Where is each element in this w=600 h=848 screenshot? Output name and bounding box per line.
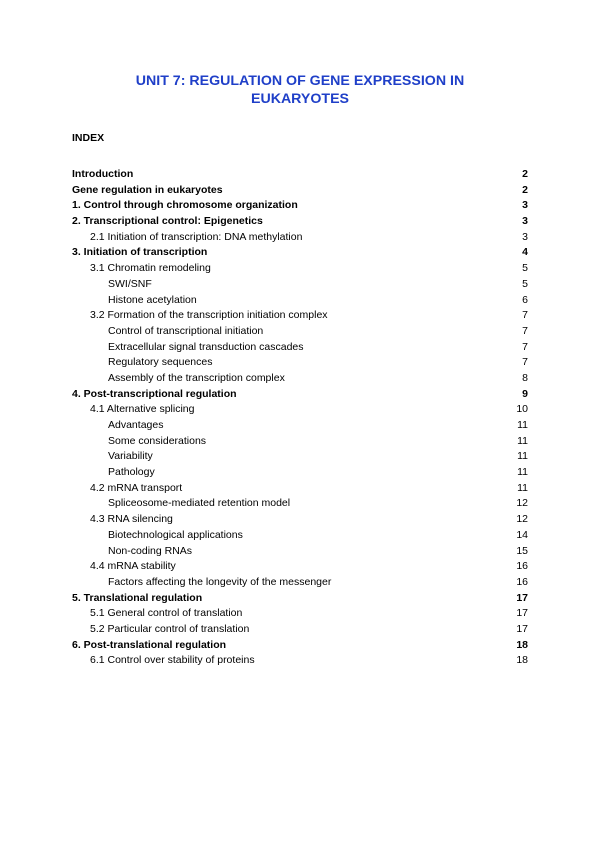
toc-entry[interactable] xyxy=(72,231,528,247)
toc-entry[interactable] xyxy=(72,325,528,341)
toc-entry-page: 11 xyxy=(517,450,528,463)
toc-entry-label: Gene regulation in eukaryotes xyxy=(72,183,223,196)
toc-entry-label: 5.2 Particular control of translation xyxy=(90,622,250,635)
toc-entry[interactable] xyxy=(72,278,528,294)
toc-entry-label: 3. Initiation of transcription xyxy=(72,246,208,259)
toc-entry-label: 6. Post-translational regulation xyxy=(72,638,227,651)
toc-entry-label: Some considerations xyxy=(108,434,207,447)
toc-entry[interactable] xyxy=(72,309,528,325)
toc-entry-label: Non-coding RNAs xyxy=(108,544,193,557)
toc-entry-label: Biotechnological applications xyxy=(108,528,243,541)
toc-entry-page: 6 xyxy=(522,293,528,306)
toc-entry[interactable] xyxy=(72,639,528,655)
toc-entry-page: 16 xyxy=(516,575,528,588)
toc-entry-page: 2 xyxy=(522,183,528,196)
toc-entry-label: 4.1 Alternative splicing xyxy=(90,403,195,416)
toc-entry-label: 2.1 Initiation of transcription: DNA methylation xyxy=(90,230,303,243)
toc-entry-page: 5 xyxy=(522,277,528,290)
toc-entry[interactable] xyxy=(72,482,528,498)
toc-entry-page: 7 xyxy=(522,356,528,369)
toc-entry-page: 18 xyxy=(516,654,528,667)
toc-entry[interactable] xyxy=(72,545,528,561)
toc-entry[interactable] xyxy=(72,654,528,670)
toc-entry-page: 14 xyxy=(516,528,528,541)
toc-entry-label: 3.2 Formation of the transcription initiation complex xyxy=(90,309,328,322)
toc-entry-label: Pathology xyxy=(108,466,155,479)
toc-entry-page: 3 xyxy=(522,215,528,228)
toc-entry-page: 18 xyxy=(516,638,528,651)
toc-entry[interactable] xyxy=(72,607,528,623)
toc-entry-label: SWI/SNF xyxy=(108,277,152,290)
toc-entry-label: 4. Post-transcriptional regulation xyxy=(72,387,237,400)
toc-entry[interactable] xyxy=(72,576,528,592)
toc-entry[interactable] xyxy=(72,435,528,451)
toc-entry-page: 3 xyxy=(522,199,528,212)
toc-entry-label: Factors affecting the longevity of the messenger xyxy=(108,575,332,588)
toc-entry[interactable] xyxy=(72,215,528,231)
toc-entry-page: 17 xyxy=(516,607,528,620)
toc-entry-page: 8 xyxy=(522,371,528,384)
toc-entry-label: 2. Transcriptional control: Epigenetics xyxy=(72,215,263,228)
toc-entry-page: 11 xyxy=(517,419,528,431)
toc-entry-page: 10 xyxy=(516,403,528,416)
toc-entry-page: 3 xyxy=(522,230,528,243)
toc-entry-label: Variability xyxy=(108,450,153,463)
toc-entry-page: 16 xyxy=(516,560,528,573)
toc-entry-label: 4.2 mRNA transport xyxy=(90,481,183,494)
toc-entry[interactable] xyxy=(72,403,528,419)
toc-entry-label: Advantages xyxy=(108,419,164,431)
toc-entry[interactable] xyxy=(72,341,528,357)
toc-entry[interactable] xyxy=(72,388,528,404)
toc-entry[interactable] xyxy=(72,560,528,576)
toc-entry-page: 7 xyxy=(522,309,528,322)
toc-entry[interactable] xyxy=(72,466,528,482)
title-line-1: UNIT 7: REGULATION OF GENE EXPRESSION IN xyxy=(135,73,465,89)
toc-entry-page: 7 xyxy=(522,340,528,353)
toc-entry[interactable] xyxy=(72,294,528,310)
toc-entry[interactable] xyxy=(72,262,528,278)
index-heading: INDEX xyxy=(72,132,105,144)
toc-entry-label: 4.3 RNA silencing xyxy=(90,513,173,526)
toc-entry-page: 7 xyxy=(522,324,528,337)
toc-entry-label: Introduction xyxy=(72,168,134,180)
toc-entry-page: 17 xyxy=(516,591,528,604)
toc-entry[interactable] xyxy=(72,168,528,184)
title-line-2: EUKARYOTES xyxy=(250,91,349,107)
toc-entry-page: 5 xyxy=(522,262,528,275)
toc-entry-page: 11 xyxy=(517,466,528,479)
toc-entry-page: 4 xyxy=(522,246,528,259)
toc-entry-page: 9 xyxy=(522,387,528,400)
toc-entry-label: 6.1 Control over stability of proteins xyxy=(90,654,255,667)
toc-entry-label: Extracellular signal transduction cascades xyxy=(108,340,304,353)
toc-entry[interactable] xyxy=(72,246,528,262)
toc-entry-label: 4.4 mRNA stability xyxy=(90,560,176,573)
document-title xyxy=(100,72,500,108)
toc-entry-label: Spliceosome-mediated retention model xyxy=(108,497,291,510)
toc-entry[interactable] xyxy=(72,592,528,608)
toc-entry-page: 11 xyxy=(517,434,528,447)
toc-entry-label: 5.1 General control of translation xyxy=(90,607,243,620)
toc-entry-page: 11 xyxy=(517,481,528,494)
toc-entry[interactable] xyxy=(72,184,528,200)
toc-entry[interactable] xyxy=(72,529,528,545)
toc-entry[interactable] xyxy=(72,356,528,372)
toc-entry-page: 17 xyxy=(516,622,528,635)
toc-entry-label: Regulatory sequences xyxy=(108,356,213,369)
toc-entry-label: 5. Translational regulation xyxy=(72,591,203,604)
toc-entry[interactable] xyxy=(72,199,528,215)
toc-entry-label: Control of transcriptional initiation xyxy=(108,324,264,337)
toc-entry[interactable] xyxy=(72,623,528,639)
toc-entry[interactable] xyxy=(72,497,528,513)
toc-entry[interactable] xyxy=(72,372,528,388)
toc-entry[interactable] xyxy=(72,419,528,435)
toc-entry[interactable] xyxy=(72,513,528,529)
table-of-contents xyxy=(72,168,528,670)
toc-entry-label: Histone acetylation xyxy=(108,293,197,306)
toc-entry-label: Assembly of the transcription complex xyxy=(108,371,285,384)
toc-entry-page: 12 xyxy=(516,513,528,526)
toc-entry-label: 1. Control through chromosome organization xyxy=(72,199,298,212)
toc-entry[interactable] xyxy=(72,450,528,466)
toc-entry-page: 15 xyxy=(516,544,528,557)
toc-entry-page: 2 xyxy=(522,168,528,180)
toc-entry-label: 3.1 Chromatin remodeling xyxy=(90,262,211,275)
toc-entry-page: 12 xyxy=(516,497,528,510)
